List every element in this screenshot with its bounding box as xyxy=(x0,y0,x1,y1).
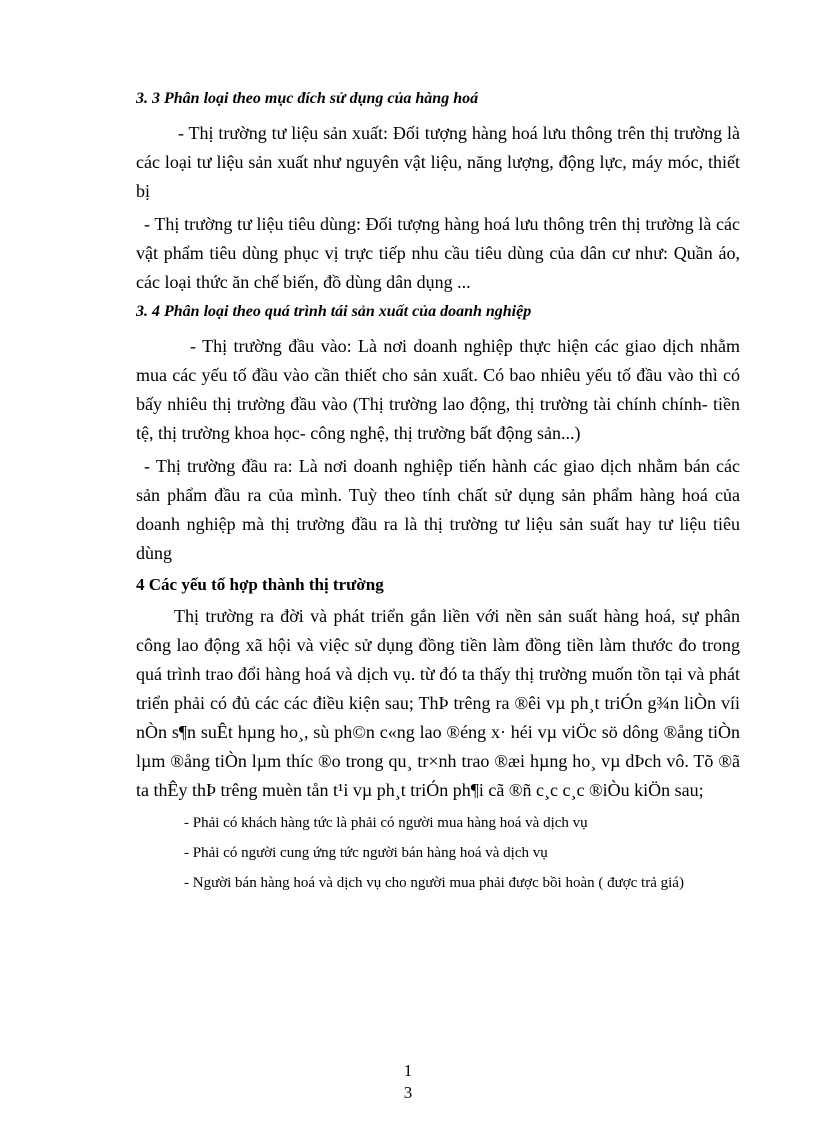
page-number-top: 1 xyxy=(403,1061,413,1080)
section-heading-3-3: 3. 3 Phân loại theo mục đích sử dụng của hàng hoá xyxy=(136,90,479,107)
page-number-bottom: 3 xyxy=(403,1083,413,1102)
section-heading-3-4: 3. 4 Phân loại theo quá trình tái sản xuất của doanh nghiệp xyxy=(136,303,532,320)
list-item: - Phải có khách hàng tức là phải có người mua hàng hoá và dịch vụ xyxy=(184,815,588,831)
paragraph-consumer-goods-market: - Thị trường tư liệu tiêu dùng: Đối tượng hàng hoá lưu thông trên thị trường là các vật phẩm tiêu dùng phục vị trực tiếp nhu cầu tiêu dùng của dân cư như: Quần áo, các loại thức ăn chế biến, đồ dùng dân dụng ... xyxy=(136,214,740,292)
document-page xyxy=(136,88,740,899)
paragraph-input-market: - Thị trường đầu vào: Là nơi doanh nghiệp thực hiện các giao dịch nhằm mua các yếu tố đầu vào cần thiết cho sản xuất. Có bao nhiêu yếu tố đầu vào thì có bấy nhiêu thị trường đầu vào (Thị trường lao động, thị trường tài chính chính- tiền tệ, thị trường khoa học- công nghệ, thị trường bất động sản...) xyxy=(136,336,740,443)
paragraph-production-materials-market: - Thị trường tư liệu sản xuất: Đối tượng hàng hoá lưu thông trên thị trường là các loại tư liệu sản xuất như nguyên vật liệu, năng lượng, động lực, máy móc, thiết bị xyxy=(136,123,740,201)
paragraph-output-market: - Thị trường đầu ra: Là nơi doanh nghiệp tiến hành các giao dịch nhằm bán các sản phẩm đầu ra của mình. Tuỳ theo tính chất sử dụng sản phẩm hàng hoá của doanh nghiệp mà thị trường đầu ra là thị trường tư liệu sản suất hay tư liệu tiêu dùng xyxy=(136,456,740,563)
section-heading-4: 4 Các yếu tố hợp thành thị trường xyxy=(136,575,384,594)
list-item: - Phải có người cung ứng tức người bán hàng hoá và dịch vụ xyxy=(184,845,548,861)
paragraph-market-components: Thị trường ra đời và phát triển gắn liền với nền sản suất hàng hoá, sự phân công lao động xã hội và việc sử dụng đồng tiền làm đồng tiền làm thước đo trong quá trình trao đổi hàng hoá và dịch vụ. từ đó ta thấy thị trường muốn tồn tại và phát triển phải có đủ các các điều kiện sau; ThÞ trêng ra ®êi vµ ph¸t triÓn g¾n liÒn víi nÒn s¶n suÊt hµng ho¸, sù ph©n c«ng lao ®éng x· héi vµ viÖc sö dông ®ång tiÒn lµm ®ång tiÒn lµm thíc ®o trong qu¸ tr×nh trao ®æi hµng ho¸ vµ dÞch vô. Tõ ®ã ta thÊy thÞ trêng muèn tån t¹i vµ ph¸t triÓn ph¶i cã ®ñ c¸c c¸c ®iÒu kiÖn sau; xyxy=(136,606,740,800)
list-item: - Người bán hàng hoá và dịch vụ cho người mua phải được bồi hoàn ( được trả giá) xyxy=(184,875,684,891)
